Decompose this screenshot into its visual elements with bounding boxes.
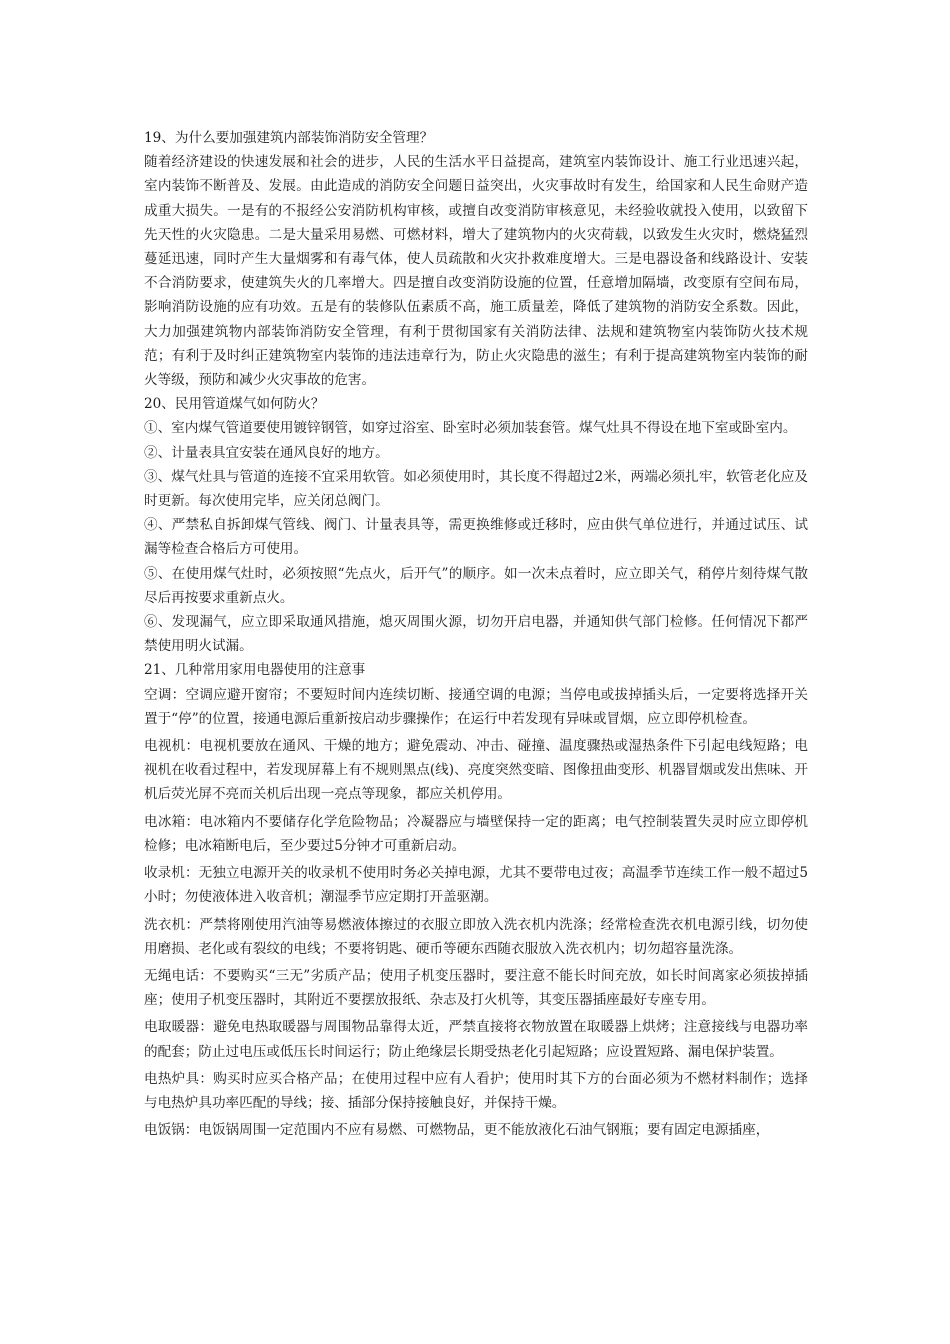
question-heading: 19、为什么要加强建筑内部装饰消防安全管理？ xyxy=(144,130,434,146)
appliance-note: 空调：空调应避开窗帘；不要短时间内连续切断、接通空调的电源；当停电或拔掉插头后，一定要将选择开关置于“停”的位置，接通电源后重新按启动步骤操作；在运行中若发现有异味或冒烟，应立即停机检查。 xyxy=(144,686,808,727)
answer-item: ⑥、发现漏气，应立即采取通风措施，熄灭周围火源，切勿开启电器，并通知供气部门检修。任何情况下都严禁使用明火试漏。 xyxy=(144,614,808,655)
appliance-note: 电热炉具：购买时应买合格产品；在使用过程中应有人看护；使用时其下方的台面必须为不燃材料制作；选择与电热炉具功率匹配的导线；接、插部分保持接触良好，并保持干燥。 xyxy=(144,1070,808,1111)
question-heading: 20、民用管道煤气如何防火？ xyxy=(144,396,325,413)
appliance-note: 电视机：电视机要放在通风、干燥的地方；避免震动、冲击、碰撞、温度骤热或湿热条件下引起电线短路；电视机在收看过程中，若发现屏幕上有不规则黑点(线)、亮度突然变暗、图像扭曲变形、机器冒烟或发出焦味、开机后荧光屏不亮而关机后出现一亮点等现象，都应关机停用。 xyxy=(144,738,808,803)
question-heading: 21、几种常用家用电器使用的注意事 xyxy=(144,662,366,679)
answer-item: ⑤、在使用煤气灶时，必须按照“先点火，后开气”的顺序。如一次未点着时，应立即关气，稍停片刻待煤气散尽后再按要求重新点火。 xyxy=(144,565,808,606)
appliance-note: 无绳电话：不要购买“三无”劣质产品；使用子机变压器时，要注意不能长时间充放，如长时间离家必须拔掉插座；使用子机变压器时，其附近不要摆放报纸、杂志及打火机等，其变压器插座最好专座专用。 xyxy=(144,967,808,1009)
document-page xyxy=(144,126,808,1142)
appliance-note: 电取暖器：避免电热取暖器与周围物品靠得太近，严禁直接将衣物放置在取暖器上烘烤；注意接线与电器功率的配套；防止过电压或低压长时间运行；防止绝缘层长期受热老化引起短路；应设置短路、漏电保护装置。 xyxy=(144,1019,808,1060)
answer-item: ④、严禁私自拆卸煤气管线、阀门、计量表具等，需更换维修或迁移时，应由供气单位进行，并通过试压、试漏等检查合格后方可使用。 xyxy=(144,517,808,558)
answer-paragraph: 随着经济建设的快速发展和社会的进步，人民的生活水平日益提高，建筑室内装饰设计、施工行业迅速兴起，室内装饰不断普及、发展。由此造成的消防安全问题日益突出，火灾事故时有发生，给国家和人民生命财产造成重大损失。一是有的不报经公安消防机构审核，或擅自改变消防审核意见，未经验收就投入使用，以致留下先天性的火灾隐患。二是大量采用易燃、可燃材料，增大了建筑物内的火灾荷载，以致发生火灾时，燃烧猛烈蔓延迅速，同时产生大量烟雾和有毒气体，使人员疏散和火灾扑救难度增大。三是电器设备和线路设计、安装不合消防要求，使建筑失火的几率增大。四是擅自改变消防设施的位置，任意增加隔墙，改变原有空间布局，影响消防设施的应有功效。五是有的装修队伍素质不高，施工质量差，降低了建筑物的消防安全系数。因此，大力加强建筑物内部装饰消防安全管理，有利于贯彻国家有关消防法律、法规和建筑物室内装饰防火技术规范；有利于及时纠正建筑物室内装饰的违法违章行为，防止火灾隐患的滋生；有利于提高建筑物室内装饰的耐火等级，预防和减少火灾事故的危害。 xyxy=(144,154,808,389)
appliance-note: 收录机：无独立电源开关的收录机不使用时务必关掉电源，尤其不要带电过夜；高温季节连续工作一般不超过5小时；勿使液体进入收音机；潮湿季节应定期打开盖驱潮。 xyxy=(144,865,808,906)
answer-item: ②、计量表具宜安装在通风良好的地方。 xyxy=(144,444,389,461)
answer-item: ①、室内煤气管道要使用镀锌钢管，如穿过浴室、卧室时必须加装套管。煤气灶具不得设在地下室或卧室内。 xyxy=(144,420,797,437)
appliance-note: 电冰箱：电冰箱内不要储存化学危险物品；冷凝器应与墙壁保持一定的距离；电气控制装置失灵时应立即停机检修；电冰箱断电后，至少要过5分钟才可重新启动。 xyxy=(144,813,808,854)
appliance-note: 洗衣机：严禁将刚使用汽油等易燃液体擦过的衣服立即放入洗衣机内洗涤；经常检查洗衣机电源引线，切勿使用磨损、老化或有裂纹的电线；不要将钥匙、硬币等硬东西随衣服放入洗衣机内；切勿超容量洗涤。 xyxy=(144,916,808,957)
appliance-note: 电饭锅：电饭锅周围一定范围内不应有易燃、可燃物品，更不能放液化石油气钢瓶；要有固定电源插座， xyxy=(144,1122,770,1139)
answer-item: ③、煤气灶具与管道的连接不宜采用软管。如必须使用时，其长度不得超过2米，两端必须扎牢，软管老化应及时更新。每次使用完毕，应关闭总阀门。 xyxy=(144,468,808,510)
